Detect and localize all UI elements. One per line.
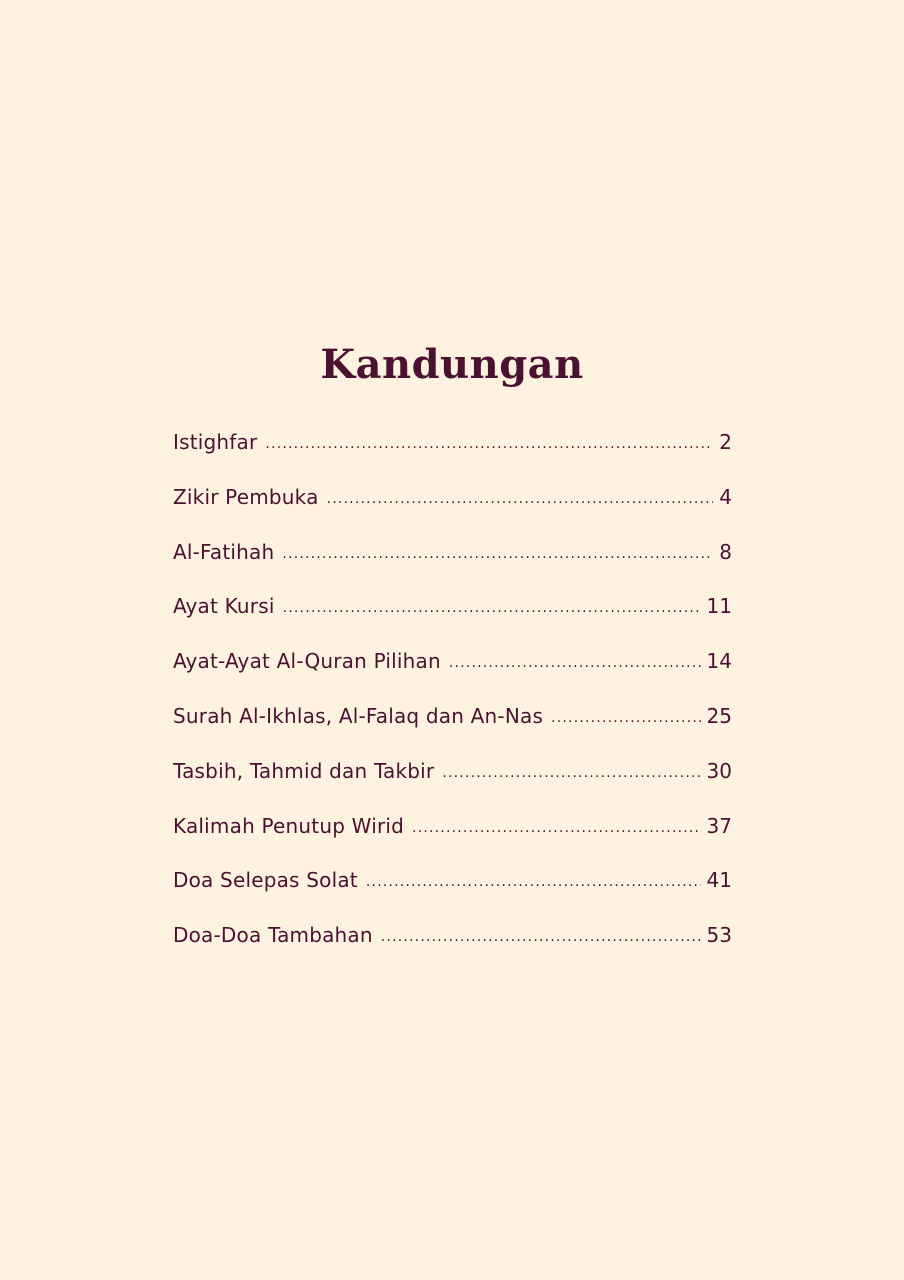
toc-entry-label: Ayat-Ayat Al-Quran Pilihan bbox=[173, 649, 441, 674]
toc-entry-label: Kalimah Penutup Wirid bbox=[173, 813, 405, 838]
page-title: Kandungan bbox=[320, 340, 584, 388]
toc-dot-leader bbox=[282, 536, 713, 572]
toc-page-number: 2 bbox=[719, 430, 732, 454]
toc-entry-label: Surah Al-Ikhlas, Al-Falaq dan An-Nas bbox=[173, 703, 544, 728]
table-of-contents bbox=[173, 424, 732, 972]
toc-entry-label: Doa Selepas Solat bbox=[173, 868, 358, 893]
toc-entry-label: Tasbih, Tahmid dan Takbir bbox=[173, 758, 435, 783]
toc-entry-ayat-kursi bbox=[173, 588, 732, 643]
toc-entry-label: Al-Fatihah bbox=[173, 539, 275, 564]
toc-entry-surah-al-ikhlas bbox=[173, 698, 732, 753]
toc-dot-leader bbox=[381, 919, 701, 955]
toc-dot-leader bbox=[265, 426, 713, 462]
toc-entry-doa-selepas-solat bbox=[173, 862, 732, 917]
toc-entry-al-fatihah bbox=[173, 534, 732, 589]
toc-page-number: 4 bbox=[719, 484, 732, 509]
toc-page-number: 41 bbox=[706, 868, 732, 893]
toc-entry-label: Zikir Pembuka bbox=[173, 484, 319, 509]
toc-page-number: 14 bbox=[706, 649, 732, 674]
toc-page-number: 11 bbox=[706, 594, 732, 619]
toc-entry-kalimah-penutup-wirid bbox=[173, 808, 732, 863]
toc-entry-tasbih-tahmid-takbir bbox=[173, 753, 732, 808]
toc-dot-leader bbox=[449, 645, 701, 681]
toc-page-number: 8 bbox=[719, 539, 732, 564]
toc-entry-zikir-pembuka bbox=[173, 479, 732, 534]
toc-entry-ayat-ayat-al-quran-pilihan bbox=[173, 643, 732, 698]
toc-dot-leader bbox=[442, 755, 700, 791]
toc-dot-leader bbox=[412, 810, 701, 846]
toc-entry-istighfar bbox=[173, 424, 732, 479]
toc-entry-label: Ayat Kursi bbox=[173, 594, 275, 619]
toc-dot-leader bbox=[283, 590, 701, 626]
toc-entry-doa-doa-tambahan bbox=[173, 917, 732, 972]
toc-dot-leader bbox=[327, 481, 714, 517]
toc-entry-label: Istighfar bbox=[173, 430, 258, 454]
toc-dot-leader bbox=[366, 864, 701, 900]
toc-entry-label: Doa-Doa Tambahan bbox=[173, 923, 373, 948]
toc-page-number: 30 bbox=[706, 758, 732, 783]
toc-page-number: 25 bbox=[706, 703, 732, 728]
toc-page-number: 53 bbox=[706, 923, 732, 948]
toc-dot-leader bbox=[551, 700, 700, 736]
toc-page-number: 37 bbox=[706, 813, 732, 838]
